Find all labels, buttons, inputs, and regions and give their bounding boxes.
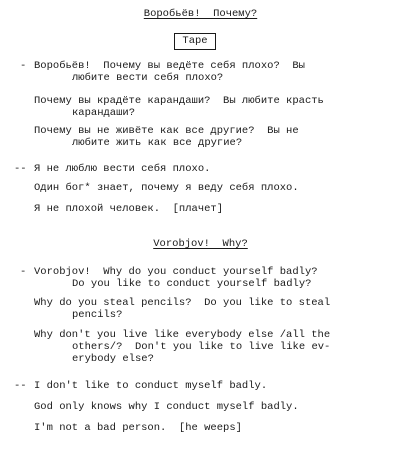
english-speaker1-marker: - xyxy=(20,266,27,278)
english-speaker2-marker: -- xyxy=(14,380,27,392)
russian-reply-2: Один бог* знает, почему я веду себя плохо. xyxy=(34,182,299,194)
english-line-1a: Vorobjov! Why do you conduct yourself badly? xyxy=(34,266,318,278)
russian-reply-3: Я не плохой человек. [плачет] xyxy=(34,203,224,215)
english-line-3b: others/? Don't you like to live like ev- xyxy=(72,341,331,353)
russian-line-1b: любите вести себя плохо? xyxy=(72,72,224,84)
tape-box: Tape xyxy=(174,33,216,50)
english-line-3a: Why don't you live like everybody else /all the xyxy=(34,329,331,341)
english-line-2b: pencils? xyxy=(72,309,123,321)
russian-line-1a: Воробьёв! Почему вы ведёте себя плохо? Вы xyxy=(34,60,305,72)
english-reply-1: I don't like to conduct myself badly. xyxy=(34,380,268,392)
russian-line-2a: Почему вы крадёте карандаши? Вы любите красть xyxy=(34,95,324,107)
russian-reply-1: Я не люблю вести себя плохо. xyxy=(34,163,211,175)
russian-line-2b: карандаши? xyxy=(72,107,136,119)
russian-speaker1-marker: - xyxy=(20,60,27,72)
english-reply-3: I'm not a bad person. [he weeps] xyxy=(34,422,242,434)
english-reply-2: God only knows why I conduct myself badly. xyxy=(34,401,299,413)
english-title: Vorobjov! Why? xyxy=(153,238,248,250)
english-line-2a: Why do you steal pencils? Do you like to steal xyxy=(34,297,331,309)
english-line-1b: Do you like to conduct yourself badly? xyxy=(72,278,312,290)
english-line-3c: erybody else? xyxy=(72,353,154,365)
russian-line-3a: Почему вы не живёте как все другие? Вы не xyxy=(34,125,299,137)
russian-line-3b: любите жить как все другие? xyxy=(72,137,243,149)
russian-speaker2-marker: -- xyxy=(14,163,27,175)
russian-title: Воробьёв! Почему? xyxy=(143,8,258,20)
